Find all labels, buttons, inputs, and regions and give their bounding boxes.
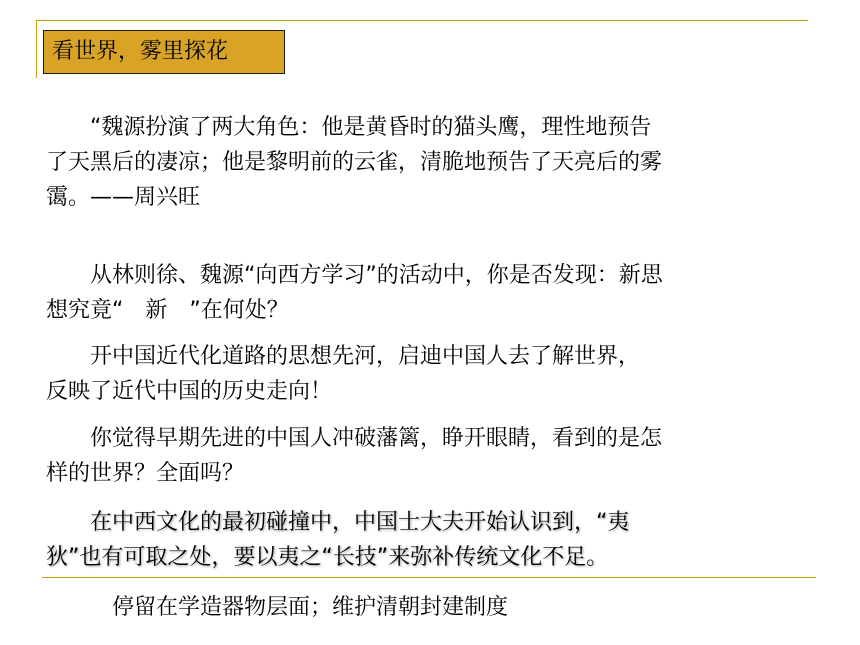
second-question-paragraph [46,421,662,491]
bottom-divider [42,577,816,578]
statement-paragraph [46,339,640,409]
top-divider [36,20,808,21]
quote-line: 了天黑后的凄凉；他是黎明前的云雀，清脆地预告了天亮后的雾 [46,150,663,175]
quote-line: “魏源扮演了两大角色：他是黄昏时的猫头鹰，理性地预告 [46,115,652,140]
slide-title: 看世界，雾里探花 [43,30,285,74]
highlight-line: 狄”也有可取之处，要以夷之“长技”来弥补传统文化不足。 [46,545,609,570]
highlight-paragraph [46,505,629,575]
quote-paragraph [46,110,662,215]
left-divider [36,20,37,78]
second-question-line: 样的世界？全面吗？ [46,461,245,486]
quote-line: 霭。——周兴旺 [46,185,201,210]
statement-line: 开中国近代化道路的思想先河，启迪中国人去了解世界， [46,344,641,369]
statement-line: 反映了近代中国的历史走向！ [46,379,333,404]
conclusion-note: 停留在学造器物层面；维护清朝封建制度 [112,595,509,620]
second-question-line: 你觉得早期先进的中国人冲破藩篱，睁开眼睛，看到的是怎 [46,426,663,451]
question-line: 从林则徐、魏源“向西方学习”的活动中，你是否发现：新思 [46,263,663,288]
question-paragraph [46,258,663,328]
highlight-line: 在中西文化的最初碰撞中，中国士大夫开始认识到，“夷 [46,510,630,535]
question-line: 想究竟“ 新 ”在何处？ [46,298,289,323]
